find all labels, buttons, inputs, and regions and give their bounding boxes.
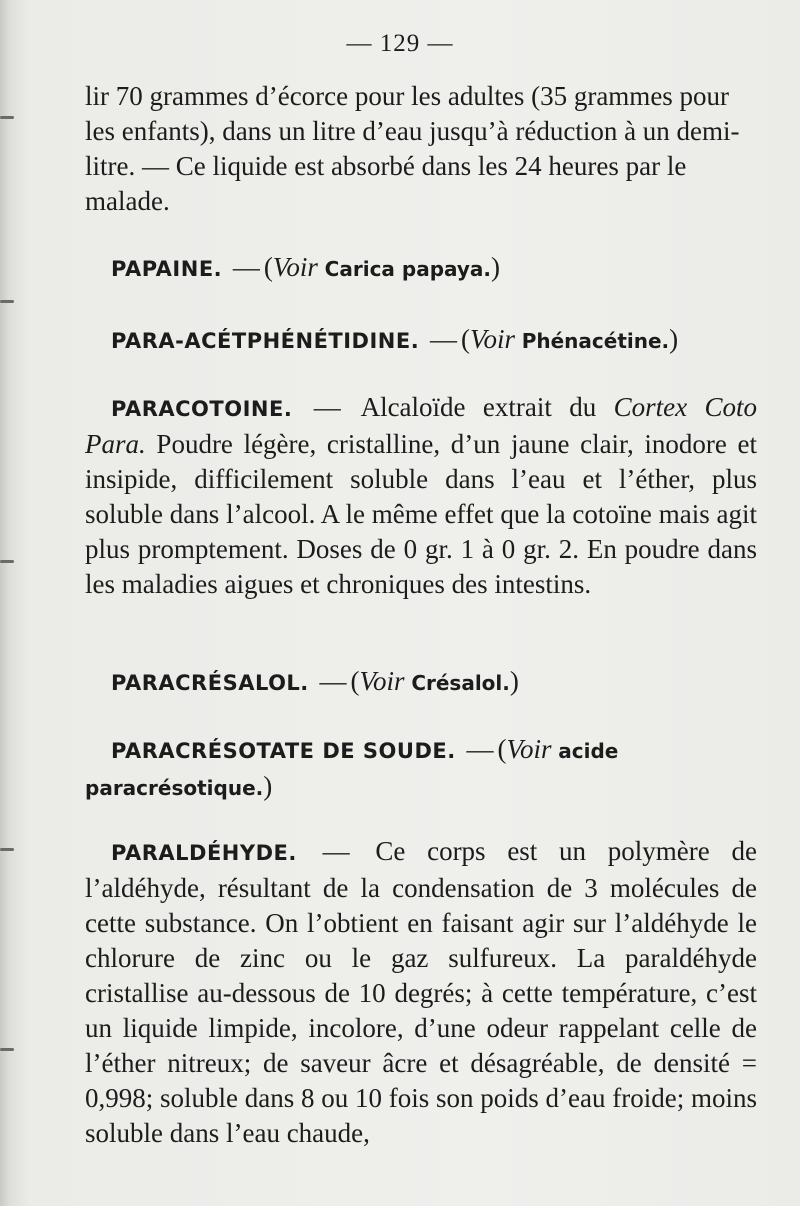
gutter-mark <box>0 560 14 563</box>
entry-dash: — <box>429 324 457 354</box>
entry-paracotoine <box>85 390 757 602</box>
entry-heading: PARACRÉSOTATE DE SOUDE. <box>111 739 456 763</box>
entry-heading: PAPAINE. <box>111 257 223 281</box>
close-paren: ) <box>509 666 519 696</box>
latin-name: Cortex Coto Para. <box>85 392 758 459</box>
entry-heading: PARA-ACÉTPHÉNÉTIDINE. <box>111 329 420 353</box>
open-paren: ( <box>263 252 273 282</box>
voir-label: Voir <box>359 666 405 696</box>
gutter-mark <box>0 300 14 303</box>
close-paren: ) <box>491 252 501 282</box>
cross-reference: Crésalol. <box>411 671 510 695</box>
entry-paraldehyde <box>85 834 757 1151</box>
entry-papaine <box>85 250 783 287</box>
gutter-mark <box>0 1048 14 1051</box>
entry-heading: PARACOTOINE. <box>111 397 293 421</box>
gutter-mark <box>0 116 14 119</box>
entry-text: Ce corps est un polymère de l’aldéhyde, résultant de la condensation de 3 molécules de cette substance. On l’obtient en faisant agir sur l’aldéhyde le chlorure de zinc ou le gaz sulfureux. La paraldéhyde cristallise au-dessous de 10 degrés; à cette température, c’est un liquide limpide, incolore, d’une odeur rappelant celle de l’éther nitreux; de saveur âcre et désagréable, de densité = 0,998; soluble dans 8 ou 10 fois son poids d’eau froide; moins soluble dans l’eau chaude, <box>85 836 757 1148</box>
entry-paracresotate <box>85 732 757 806</box>
cross-reference: Carica papaya. <box>324 257 492 281</box>
close-paren: ) <box>669 324 679 354</box>
entry-text: Alcaloïde extrait du <box>360 392 597 422</box>
entry-dash: — <box>466 734 494 764</box>
entry-dash: — <box>232 252 260 282</box>
entry-dash: — <box>322 836 350 866</box>
entry-para-acetphenetidine <box>85 322 783 359</box>
entry-heading: PARACRÉSALOL. <box>111 671 309 695</box>
cross-reference: Phénacétine. <box>521 329 670 353</box>
entry-dash: — <box>313 392 341 422</box>
open-paren: ( <box>497 734 507 764</box>
entry-dash: — <box>319 666 347 696</box>
entry-heading: PARALDÉHYDE. <box>111 841 297 865</box>
entry-paracresalol <box>85 664 783 701</box>
open-paren: ( <box>460 324 470 354</box>
page-number: — 129 — <box>346 30 454 57</box>
voir-label: Voir <box>272 252 318 282</box>
gutter-mark <box>0 848 14 851</box>
entry-text: Poudre légère, cristalline, d’un jaune clair, inodore et insipide, difficilement soluble dans l’eau et l’éther, plus soluble dans l’alcool. A le même effet que la cotoïne mais agit plus promptement. Doses de 0 gr. 1 à 0 gr. 2. En poudre dans les maladies aigues et chroniques des intestins. <box>85 429 758 599</box>
close-paren: ) <box>263 771 273 801</box>
cross-reference: acide paracrésotique. <box>85 739 619 800</box>
open-paren: ( <box>350 666 360 696</box>
continuation-paragraph: lir 70 grammes d’écorce pour les adultes (35 grammes pour les enfants), dans un litre d’eau jusqu’à réduction à un demi-litre. — Ce liquide est absorbé dans les 24 heures par le malade. <box>85 81 740 216</box>
voir-label: Voir <box>506 734 552 764</box>
voir-label: Voir <box>469 324 515 354</box>
